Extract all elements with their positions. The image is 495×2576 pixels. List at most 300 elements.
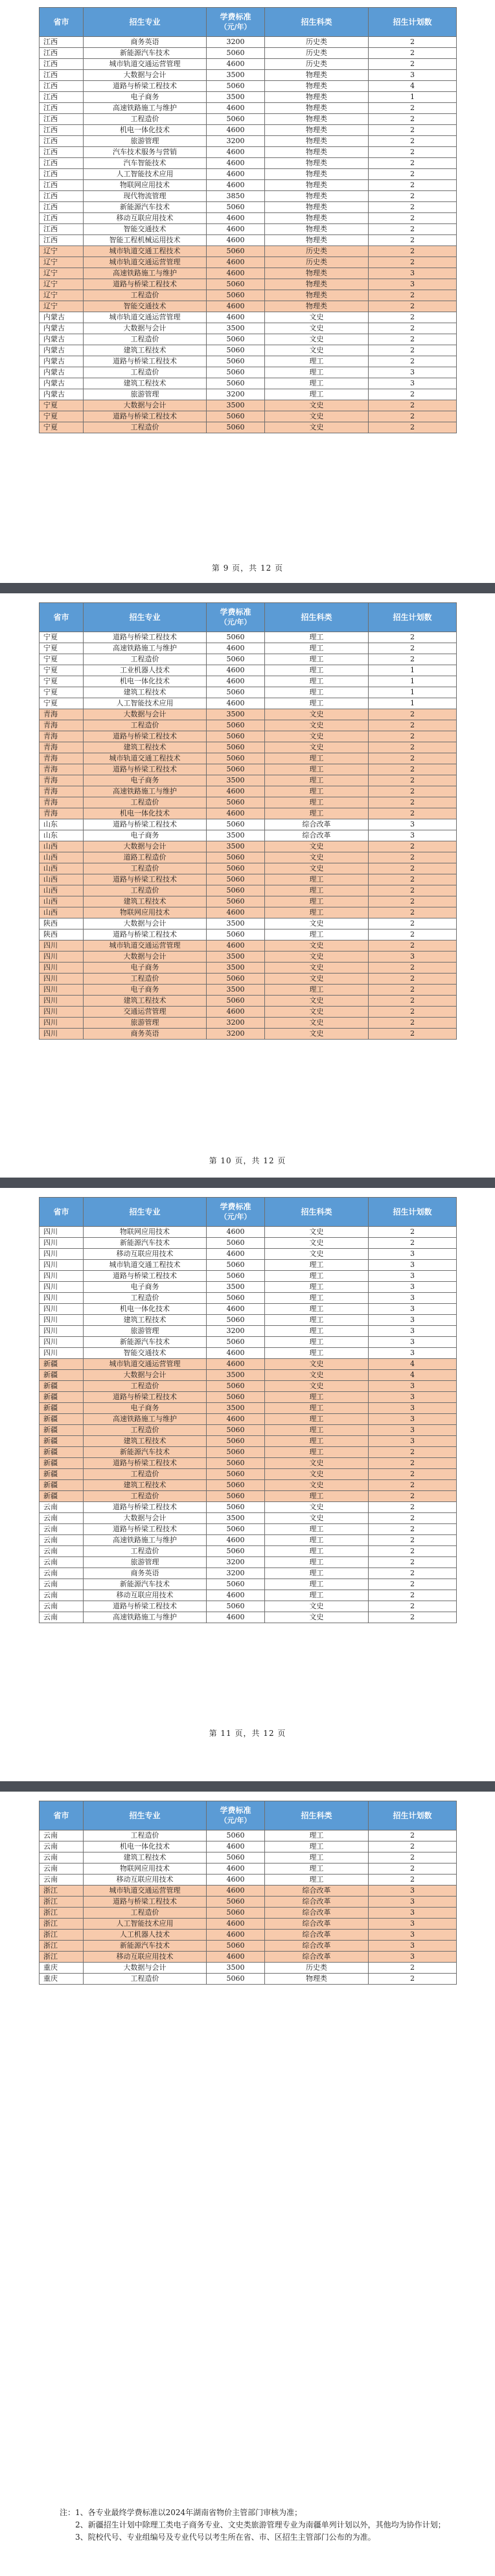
cell-major: 商务英语 [84,1568,207,1579]
cell-count: 2 [369,301,457,312]
cell-fee: 4600 [207,180,265,191]
cell-category: 文史 [265,731,369,742]
cell-fee: 3200 [207,1029,265,1040]
cell-category: 理工 [265,753,369,764]
table-row [40,1293,457,1304]
cell-category: 理工 [265,907,369,918]
cell-count: 1 [369,676,457,687]
cell-fee: 5060 [207,1447,265,1458]
cell-category: 理工 [265,1590,369,1601]
cell-category: 物理类 [265,70,369,81]
cell-province: 宁夏 [40,400,84,411]
cell-province: 四川 [40,1304,84,1315]
cell-category: 理工 [265,775,369,786]
cell-major: 城市轨道交通运营管理 [84,59,207,70]
cell-major: 智能交通技术 [84,1348,207,1359]
cell-count: 2 [369,1502,457,1513]
enrollment-plan-table [39,1801,457,1985]
cell-major: 工程造价 [84,334,207,345]
cell-count: 2 [369,841,457,852]
cell-category: 文史 [265,1601,369,1612]
cell-fee: 5060 [207,411,265,422]
table-row [40,345,457,356]
header-count [369,603,457,632]
cell-major: 大数据与会计 [84,952,207,963]
cell-category: 文史 [265,1007,369,1018]
cell-count: 4 [369,1370,457,1381]
cell-count: 2 [369,1852,457,1864]
cell-category: 理工 [265,1337,369,1348]
cell-major: 电子商务 [84,830,207,841]
cell-count: 2 [369,632,457,643]
table-row [40,1370,457,1381]
table-row [40,996,457,1007]
cell-fee: 4600 [207,1359,265,1370]
table-row [40,1007,457,1018]
cell-category: 历史类 [265,48,369,59]
cell-count: 2 [369,1601,457,1612]
cell-category: 综合改革 [265,1919,369,1930]
cell-fee: 5060 [207,974,265,985]
cell-province: 云南 [40,1568,84,1579]
cell-fee: 5060 [207,874,265,885]
cell-province: 四川 [40,1007,84,1018]
cell-major: 建筑工程技术 [84,687,207,698]
cell-count: 2 [369,1018,457,1029]
cell-province: 山东 [40,819,84,830]
table-row [40,103,457,114]
table-row [40,1414,457,1425]
cell-count: 2 [369,764,457,775]
page-separator [0,583,495,593]
cell-major: 电子商务 [84,1282,207,1293]
cell-count: 2 [369,1612,457,1623]
cell-province: 云南 [40,1830,84,1841]
cell-province: 内蒙古 [40,345,84,356]
cell-province: 新疆 [40,1480,84,1491]
cell-major: 高速铁路施工与维护 [84,103,207,114]
cell-province: 内蒙古 [40,367,84,378]
cell-count: 2 [369,1524,457,1535]
cell-category: 理工 [265,356,369,367]
cell-count: 3 [369,1260,457,1271]
cell-province: 江西 [40,125,84,136]
cell-category: 文史 [265,1513,369,1524]
table-row [40,213,457,224]
cell-province: 浙江 [40,1930,84,1941]
cell-major: 建筑工程技术 [84,378,207,389]
table-row [40,1930,457,1941]
cell-category: 理工 [265,389,369,400]
cell-count: 3 [369,819,457,830]
page-footer: 第 11 页，共 12 页 [209,1729,286,1738]
cell-count: 2 [369,1830,457,1841]
table-row [40,1513,457,1524]
cell-count: 2 [369,1590,457,1601]
cell-category: 理工 [265,687,369,698]
cell-count: 2 [369,1579,457,1590]
cell-category: 物理类 [265,114,369,125]
cell-province: 山西 [40,841,84,852]
cell-fee: 3500 [207,70,265,81]
table-row [40,841,457,852]
cell-category: 理工 [265,896,369,907]
header-category-text: 招生科类 [301,1207,332,1216]
cell-count: 2 [369,1546,457,1557]
cell-province: 宁夏 [40,665,84,676]
cell-fee: 5060 [207,654,265,665]
cell-count: 2 [369,1227,457,1238]
table-row [40,632,457,643]
cell-major: 商务英语 [84,37,207,48]
cell-fee: 3200 [207,1557,265,1568]
table-row [40,1260,457,1271]
cell-category: 物理类 [265,158,369,169]
cell-category: 文史 [265,1249,369,1260]
header-major-text: 招生专业 [129,17,161,27]
cell-major: 大数据与会计 [84,709,207,720]
cell-category: 文史 [265,720,369,731]
table-row [40,191,457,202]
table-row [40,742,457,753]
footnote-line: 2、新疆招生计划中除理工类电子商务专业、文史类旅游管理专业为南疆单列计划以外，其他均为协作计划； [75,2520,446,2529]
cell-count: 2 [369,1535,457,1546]
cell-count: 2 [369,742,457,753]
cell-category: 文史 [265,400,369,411]
cell-count: 3 [369,1337,457,1348]
cell-major: 新能源汽车技术 [84,202,207,213]
cell-count: 2 [369,709,457,720]
cell-count: 2 [369,323,457,334]
cell-fee: 3200 [207,136,265,147]
cell-fee: 4600 [207,808,265,819]
cell-province: 江西 [40,114,84,125]
cell-fee: 4600 [207,1535,265,1546]
cell-fee: 3500 [207,775,265,786]
cell-count: 2 [369,48,457,59]
cell-major: 道路与桥梁工程技术 [84,819,207,830]
cell-count: 2 [369,224,457,235]
cell-province: 云南 [40,1612,84,1623]
table-row [40,952,457,963]
table-row [40,1282,457,1293]
cell-category: 理工 [265,643,369,654]
cell-major: 大数据与会计 [84,918,207,929]
cell-count: 2 [369,1974,457,1985]
cell-fee: 3200 [207,1326,265,1337]
cell-fee: 3200 [207,1018,265,1029]
cell-fee: 4600 [207,907,265,918]
cell-major: 城市轨道交通工程技术 [84,1260,207,1271]
header-fee-text: 学费标准 [220,1806,251,1815]
cell-major: 道路与桥梁工程技术 [84,1271,207,1282]
cell-fee: 3500 [207,985,265,996]
table-row [40,323,457,334]
cell-province: 四川 [40,1227,84,1238]
header-category [265,8,369,37]
header-count-text: 招生计划数 [393,612,432,622]
cell-fee: 4600 [207,213,265,224]
cell-fee: 4600 [207,257,265,268]
table-row [40,1337,457,1348]
header-category [265,1198,369,1227]
cell-fee: 4600 [207,1930,265,1941]
table-row [40,378,457,389]
cell-fee: 3500 [207,841,265,852]
cell-fee: 4600 [207,125,265,136]
cell-category: 物理类 [265,136,369,147]
cell-category: 综合改革 [265,1908,369,1919]
cell-major: 建筑工程技术 [84,1436,207,1447]
cell-fee: 3500 [207,1963,265,1974]
cell-category: 文史 [265,974,369,985]
cell-province: 四川 [40,1348,84,1359]
cell-count: 1 [369,665,457,676]
cell-province: 山西 [40,874,84,885]
cell-category: 理工 [265,1535,369,1546]
cell-major: 人工智能技术应用 [84,698,207,709]
cell-province: 宁夏 [40,422,84,433]
cell-major: 移动互联应用技术 [84,213,207,224]
cell-count: 3 [369,279,457,290]
cell-province: 云南 [40,1524,84,1535]
cell-major: 机电一体化技术 [84,125,207,136]
cell-fee: 5060 [207,290,265,301]
cell-count: 2 [369,411,457,422]
cell-category: 文史 [265,852,369,863]
cell-count: 3 [369,70,457,81]
cell-category: 物理类 [265,268,369,279]
cell-major: 建筑工程技术 [84,996,207,1007]
table-row [40,367,457,378]
cell-fee: 5060 [207,687,265,698]
table-row [40,1535,457,1546]
cell-fee: 5060 [207,1425,265,1436]
cell-major: 工程造价 [84,1974,207,1985]
cell-count: 2 [369,422,457,433]
cell-province: 山西 [40,896,84,907]
cell-fee: 4600 [207,698,265,709]
cell-province: 云南 [40,1864,84,1875]
header-fee-text: 学费标准 [220,608,251,617]
cell-fee: 5060 [207,356,265,367]
cell-category: 综合改革 [265,1930,369,1941]
cell-major: 大数据与会计 [84,1963,207,1974]
table-row [40,753,457,764]
cell-fee: 5060 [207,896,265,907]
table-row [40,1886,457,1897]
header-fee-unit: （元/年） [220,1816,251,1825]
cell-province: 四川 [40,1282,84,1293]
cell-count: 2 [369,985,457,996]
cell-category: 理工 [265,1875,369,1886]
cell-major: 电子商务 [84,963,207,974]
cell-province: 江西 [40,70,84,81]
cell-category: 理工 [265,1436,369,1447]
table-row [40,224,457,235]
cell-count: 3 [369,378,457,389]
cell-major: 道路与桥梁工程技术 [84,411,207,422]
cell-fee: 5060 [207,852,265,863]
table-row [40,1403,457,1414]
cell-category: 文史 [265,863,369,874]
cell-province: 江西 [40,224,84,235]
cell-province: 江西 [40,158,84,169]
cell-major: 大数据与会计 [84,841,207,852]
cell-province: 新疆 [40,1425,84,1436]
cell-category: 综合改革 [265,1952,369,1963]
cell-fee: 3500 [207,1403,265,1414]
cell-fee: 5060 [207,334,265,345]
cell-category: 综合改革 [265,1886,369,1897]
cell-fee: 5060 [207,1480,265,1491]
cell-count: 3 [369,1326,457,1337]
cell-province: 浙江 [40,1952,84,1963]
cell-count: 2 [369,797,457,808]
cell-province: 青海 [40,775,84,786]
cell-count: 2 [369,874,457,885]
table-row [40,279,457,290]
cell-fee: 4600 [207,1590,265,1601]
cell-major: 高速铁路施工与维护 [84,1414,207,1425]
cell-category: 文史 [265,1612,369,1623]
cell-fee: 4600 [207,224,265,235]
page-separator [0,1178,495,1188]
cell-fee: 5060 [207,996,265,1007]
enrollment-plan-table [39,1197,457,1623]
cell-category: 理工 [265,698,369,709]
table-row [40,863,457,874]
cell-major: 道路与桥梁工程技术 [84,1502,207,1513]
cell-province: 宁夏 [40,687,84,698]
table-row [40,1436,457,1447]
table-row [40,81,457,92]
cell-count: 3 [369,952,457,963]
cell-province: 陕西 [40,929,84,940]
table-row [40,70,457,81]
cell-major: 城市轨道交通运营管理 [84,1359,207,1370]
header-major [84,603,207,632]
cell-province: 云南 [40,1601,84,1612]
cell-fee: 3200 [207,37,265,48]
cell-province: 四川 [40,996,84,1007]
table-row [40,422,457,433]
cell-category: 理工 [265,1568,369,1579]
cell-fee: 4600 [207,1864,265,1875]
cell-category: 理工 [265,1841,369,1852]
cell-category: 理工 [265,1524,369,1535]
cell-fee: 5060 [207,1458,265,1469]
header-count [369,8,457,37]
cell-fee: 4600 [207,235,265,246]
cell-count: 2 [369,731,457,742]
cell-fee: 4600 [207,169,265,180]
cell-count: 3 [369,1249,457,1260]
cell-count: 2 [369,1447,457,1458]
cell-major: 机电一体化技术 [84,676,207,687]
cell-province: 江西 [40,81,84,92]
cell-province: 江西 [40,92,84,103]
table-row [40,1029,457,1040]
table-header-row [40,1801,457,1830]
cell-count: 1 [369,687,457,698]
cell-fee: 4600 [207,301,265,312]
cell-category: 理工 [265,1864,369,1875]
table-row [40,874,457,885]
cell-province: 四川 [40,1271,84,1282]
cell-fee: 5060 [207,378,265,389]
cell-category: 理工 [265,985,369,996]
header-province [40,603,84,632]
cell-major: 建筑工程技术 [84,1315,207,1326]
cell-count: 2 [369,974,457,985]
cell-province: 新疆 [40,1469,84,1480]
header-major-text: 招生专业 [129,1207,161,1216]
cell-fee: 5060 [207,1579,265,1590]
cell-province: 辽宁 [40,246,84,257]
cell-province: 四川 [40,952,84,963]
cell-major: 移动互联应用技术 [84,1952,207,1963]
cell-category: 文史 [265,1458,369,1469]
cell-fee: 5060 [207,753,265,764]
cell-province: 宁夏 [40,698,84,709]
cell-count: 2 [369,114,457,125]
header-category-text: 招生科类 [301,17,332,27]
cell-count: 2 [369,312,457,323]
cell-count: 2 [369,257,457,268]
cell-major: 高速铁路施工与维护 [84,643,207,654]
cell-fee: 5060 [207,632,265,643]
table-row [40,125,457,136]
cell-category: 物理类 [265,81,369,92]
cell-province: 宁夏 [40,676,84,687]
cell-fee: 5060 [207,1271,265,1282]
cell-major: 移动互联应用技术 [84,1590,207,1601]
cell-count: 2 [369,246,457,257]
cell-major: 道路与桥梁工程技术 [84,929,207,940]
cell-category: 文史 [265,963,369,974]
cell-count: 3 [369,1930,457,1941]
cell-count: 2 [369,389,457,400]
cell-category: 理工 [265,1282,369,1293]
cell-category: 文史 [265,940,369,952]
table-row [40,246,457,257]
cell-fee: 5060 [207,1381,265,1392]
cell-category: 文史 [265,1370,369,1381]
cell-province: 云南 [40,1535,84,1546]
cell-category: 理工 [265,1557,369,1568]
cell-category: 物理类 [265,103,369,114]
cell-fee: 5060 [207,345,265,356]
cell-category: 文史 [265,996,369,1007]
table-row [40,885,457,896]
table-row [40,698,457,709]
table-row [40,1392,457,1403]
cell-fee: 5060 [207,1502,265,1513]
cell-major: 工程造价 [84,1908,207,1919]
table-row [40,808,457,819]
cell-count: 3 [369,1952,457,1963]
cell-category: 历史类 [265,59,369,70]
cell-province: 青海 [40,742,84,753]
cell-major: 高速铁路施工与维护 [84,268,207,279]
cell-category: 文史 [265,334,369,345]
cell-fee: 5060 [207,1524,265,1535]
cell-major: 汽车智能技术 [84,158,207,169]
cell-major: 工程造价 [84,885,207,896]
cell-major: 建筑工程技术 [84,1480,207,1491]
cell-count: 2 [369,963,457,974]
